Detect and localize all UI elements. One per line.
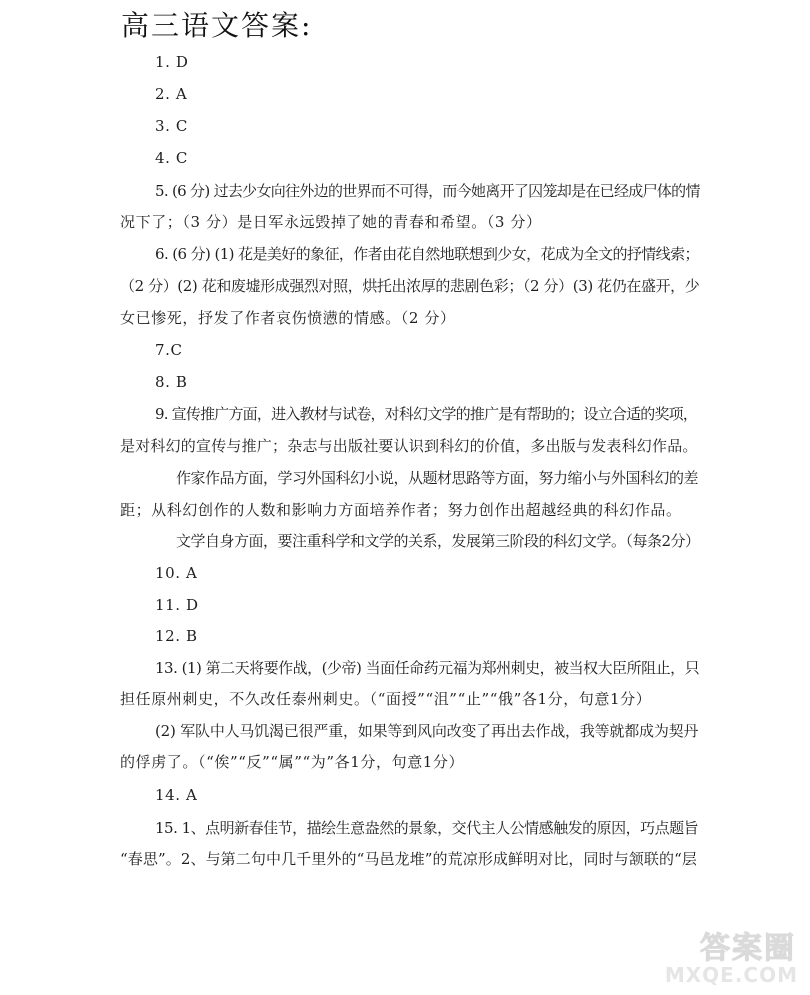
answer-6-line-1: 6. (6 分) (1) 花是美好的象征，作者由花自然地联想到少女，花成为全文的抒情线索；: [155, 245, 699, 263]
answer-6-line-3: 女已惨死，抒发了作者哀伤愤懑的情感。（2 分）: [120, 309, 456, 327]
answer-3: 3. C: [155, 117, 188, 135]
answer-2: 2. A: [155, 85, 188, 103]
watermark-logo-text: 答案圈: [700, 931, 796, 966]
answer-13-line-1: 13. (1) 第二天将要作战，(少帝) 当面任命药元福为郑州刺史，被当权大臣所阻止，只: [155, 659, 700, 677]
answer-12: 12. B: [155, 627, 198, 645]
answer-15-line-1: 15. 1、点明新春佳节，描绘生意盎然的景象，交代主人公情感触发的原因，巧点题旨: [155, 819, 699, 837]
answer-9-line-3: 作家作品方面，学习外国科幻小说，从题材思路等方面，努力缩小与外国科幻的差: [176, 469, 699, 487]
answer-7: 7.C: [155, 341, 183, 359]
answer-9-line-4: 距；从科幻创作的人数和影响力方面培养作者；努力创作出超越经典的科幻作品。: [120, 501, 682, 519]
answer-13-line-3: (2) 军队中人马饥渴已很严重，如果等到风向改变了再出去作战，我等就都成为契丹: [155, 722, 699, 740]
watermark-url-text: MXQE.COM: [664, 963, 798, 987]
page-title: 高三语文答案:: [121, 9, 313, 42]
answer-5-line-2: 况下了；（3 分）是日军永远毁掉了她的青春和希望。（3 分）: [120, 213, 542, 231]
answer-6-line-2: （2 分）(2) 花和废墟形成强烈对照，烘托出浓厚的悲剧色彩；（2 分）(3) 花仍在盛开，少: [120, 277, 700, 295]
answer-1: 1. D: [155, 53, 189, 71]
answer-15-line-2: “春思”。2、与第二句中几千里外的“马邑龙堆”的荒凉形成鲜明对比，同时与颔联的“层: [120, 850, 697, 868]
answer-13-line-4: 的俘虏了。（“俟”“反”“属”“为”各1分，句意1分）: [120, 753, 465, 771]
answer-9-line-1: 9. 宣传推广方面，进入教材与试卷，对科幻文学的推广是有帮助的；设立合适的奖项，: [155, 405, 698, 423]
site-watermark: [664, 921, 802, 991]
answer-14: 14. A: [155, 786, 198, 804]
answer-10: 10. A: [155, 564, 198, 582]
answer-8: 8. B: [155, 373, 188, 391]
answer-5-line-1: 5. (6 分) 过去少女向往外边的世界而不可得，而今她离开了囚笼却是在已经成尸体的情: [155, 182, 700, 200]
answer-9-line-2: 是对科幻的宣传与推广；杂志与出版社要认识到科幻的价值，多出版与发表科幻作品。: [120, 437, 698, 455]
answer-13-line-2: 担任原州刺史，不久改任泰州刺史。（“面授”“沮”“止”“俄”各1分，句意1分）: [120, 690, 652, 708]
answer-4: 4. C: [155, 149, 188, 167]
answer-11: 11. D: [155, 596, 199, 614]
answer-9-line-5: 文学自身方面，要注重科学和文学的关系，发展第三阶段的科幻文学。（每条2分）: [176, 532, 700, 550]
